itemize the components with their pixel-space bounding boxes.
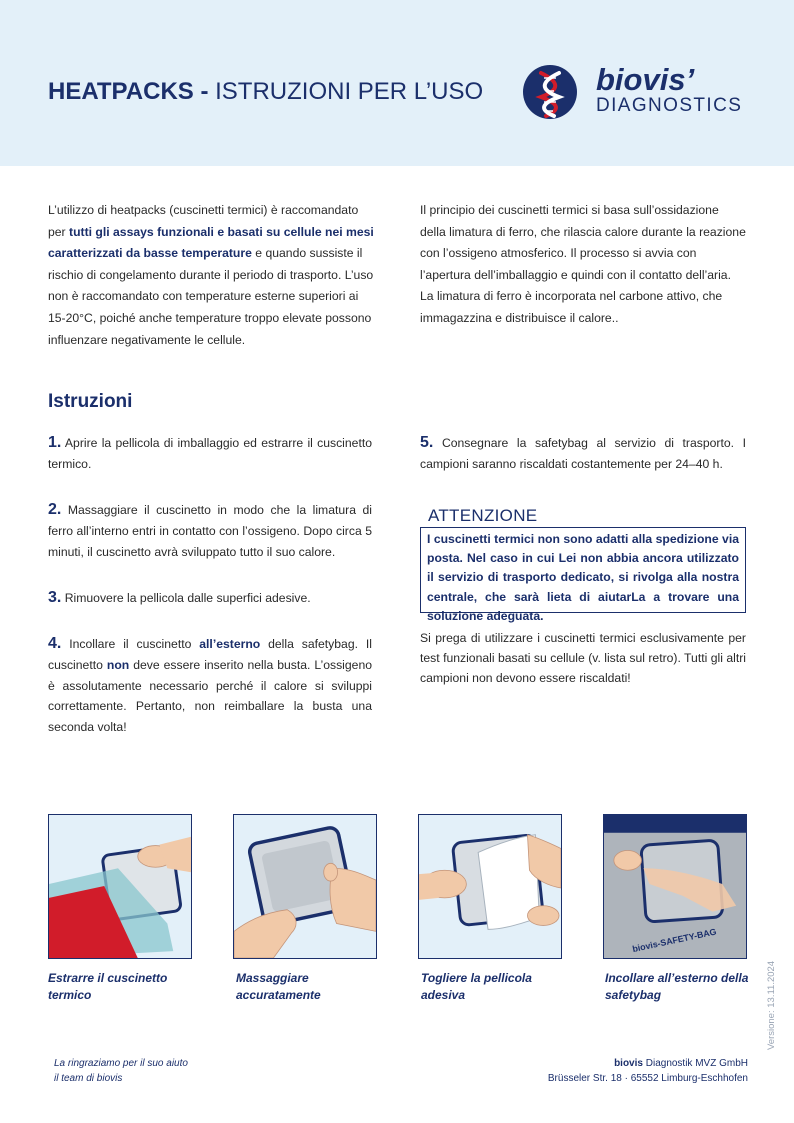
- step-highlight: non: [106, 657, 130, 672]
- step-number: 5.: [420, 434, 434, 451]
- footer-address: [548, 1057, 748, 1086]
- step-number: 4.: [48, 635, 62, 652]
- step-number: 2.: [48, 501, 62, 518]
- illustration-extract-pack: [48, 814, 192, 959]
- massage-illustration: [234, 815, 376, 958]
- intro-right-paragraph: Il principio dei cuscinetti termici si basa sull’ossidazione della limatura di ferro, che rilascia calore durante la reazione con l’ossigeno atmosferico. Il processo si avvia con l’apertura dell’imballaggio e quindi con il contatto dell’aria. La limatura di ferro è incorporata nel carbone attivo, che immagazzina e distribuisce il calore..: [420, 203, 746, 325]
- intro-left-paragraph: [48, 200, 374, 351]
- intro-left-text-1: L’utilizzo di heatpacks (cuscinetti termici) è raccomandato per: [48, 203, 359, 239]
- biovis-logo: [522, 64, 762, 124]
- step-highlight: all’esterno: [199, 637, 261, 651]
- title-heatpacks: HEATPACKS: [48, 78, 194, 105]
- step-text: deve essere inserito nella busta. L’ossigeno è assolutamente necessario perché il calore si sviluppi correttamente. Pertanto, non reimballare la busta una seconda volta!: [48, 657, 372, 735]
- step-1: [48, 433, 372, 475]
- instructions-heading: Istruzioni: [48, 391, 133, 412]
- title-separator: -: [193, 78, 216, 105]
- logo-wordmark: biovis’: [596, 62, 695, 97]
- step-4: [48, 634, 372, 738]
- caption-extract: Estrarre il cuscinetto termico: [48, 971, 168, 1002]
- footer-thanks-line-1: La ringraziamo per il suo aiuto: [54, 1058, 188, 1069]
- step-text: Incollare il cuscinetto: [61, 637, 200, 651]
- illustration-attach-bag: [603, 814, 747, 959]
- version-label: Versione: 13.11.2024: [766, 960, 777, 1050]
- peel-film-illustration: [419, 815, 561, 958]
- step-text: Aprire la pellicola di imballaggio ed estrarre il cuscinetto termico.: [48, 436, 372, 471]
- step-5: [420, 433, 746, 475]
- step-text: Rimuovere la pellicola dalle superfici adesive.: [61, 591, 311, 605]
- step-3: [48, 588, 372, 609]
- step-2: [48, 500, 372, 562]
- footer-thanks-line-2: il team di biovis: [54, 1072, 123, 1084]
- illustration-peel-film: [418, 814, 562, 959]
- safety-bag-label: biovis-SAFETY-BAG: [631, 926, 718, 955]
- step-text: della safetybag. Il cuscinetto: [48, 637, 372, 672]
- step-text: Massaggiare il cuscinetto in modo che la limatura di ferro all’interno entri in contatto con l’ossigeno. Dopo circa 5 minuti, il cuscinetto avrà sviluppato tutto il suo calore.: [48, 503, 372, 559]
- step-number: 1.: [48, 434, 62, 451]
- footer-brand: biovis: [614, 1058, 643, 1069]
- caption-peel: Togliere la pellicola adesiva: [421, 971, 532, 1002]
- caption-attach: Incollare all’esterno della safetybag: [605, 971, 749, 1002]
- logo-subline: DIAGNOSTICS: [596, 95, 743, 116]
- footer-company: [548, 1057, 748, 1072]
- intro-left-text-2: e quando sussiste il rischio di congelamento durante il periodo di trasporto. L’uso non è raccomandato con temperature esterne superiori ai 15-20°C, poiché anche temperature troppo elevate possono influenzare negativamente le cellule.: [48, 246, 374, 347]
- footer-street: Brüsseler Str. 18 · 65552 Limburg-Eschhofen: [547, 1072, 748, 1084]
- intro-left-highlight: tutti gli assays funzionali e basati su cellule nei mesi caratterizzati da basse temperature: [48, 224, 374, 261]
- caption-massage: Massaggiare accuratamente: [236, 971, 321, 1002]
- usage-note: Si prega di utilizzare i cuscinetti termici esclusivamente per test funzionali basati su cellule (v. lista sul retro). Tutti gli altri campioni non devono essere riscaldati!: [420, 631, 746, 685]
- step-text: Consegnare la safetybag al servizio di trasporto. I campioni saranno riscaldati costantemente per 24–40 h.: [420, 436, 746, 471]
- page-title: [48, 78, 483, 106]
- attention-box: I cuscinetti termici non sono adatti alla spedizione via posta. Nel caso in cui Lei non abbia ancora utilizzato il servizio di trasporto dedicato, si rivolga alla nostra centrale, che sarà lieta di aiutarLa a trovare una soluzione adeguata.: [420, 527, 746, 613]
- attention-heading: ATTENZIONE: [428, 506, 538, 525]
- extract-pack-illustration: [49, 815, 191, 958]
- dna-logo-icon: [522, 64, 578, 120]
- footer-company-rest: Diagnostik MVZ GmbH: [642, 1058, 748, 1069]
- step-number: 3.: [48, 589, 62, 606]
- title-subtitle: ISTRUZIONI PER L’USO: [215, 78, 484, 105]
- footer-thanks: [54, 1057, 188, 1086]
- attach-bag-illustration: [604, 815, 746, 958]
- illustration-massage: [233, 814, 377, 959]
